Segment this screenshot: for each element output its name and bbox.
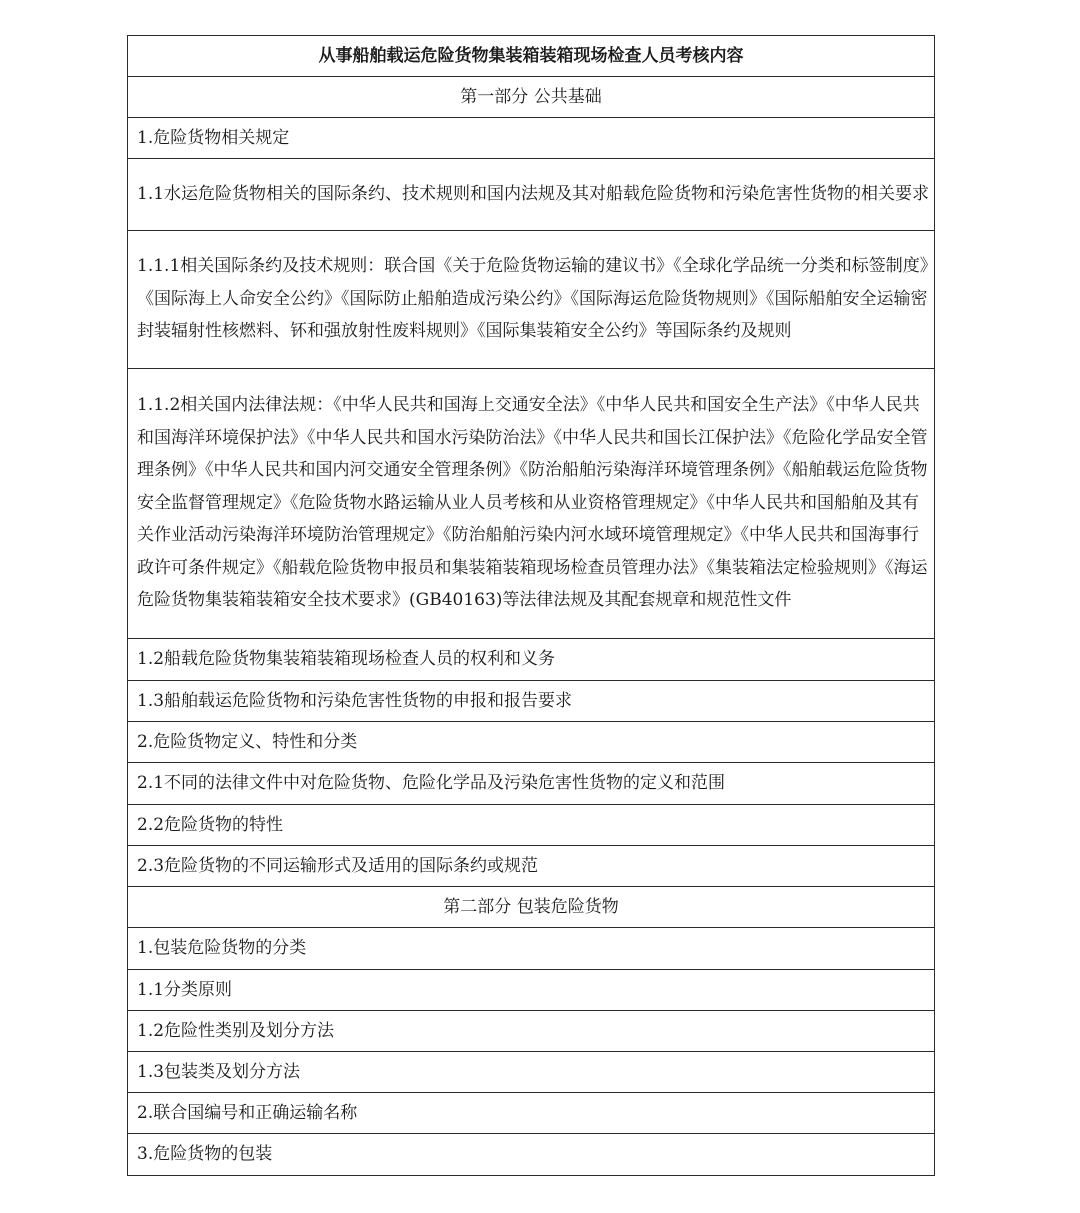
assessment-content-table xyxy=(127,35,935,1176)
table-row xyxy=(128,681,935,722)
table-row xyxy=(128,722,935,763)
content-item: 1.3船舶载运危险货物和污染危害性货物的申报和报告要求 xyxy=(128,681,935,722)
section-heading: 第一部分 公共基础 xyxy=(128,77,935,118)
document-title: 从事船舶载运危险货物集装箱装箱现场检查人员考核内容 xyxy=(128,36,935,77)
table-row xyxy=(128,805,935,846)
table-row xyxy=(128,763,935,805)
content-item: 2.3危险货物的不同运输形式及适用的国际条约或规范 xyxy=(128,846,935,887)
table-row xyxy=(128,231,935,369)
content-item: 1.1.1相关国际条约及技术规则：联合国《关于危险货物运输的建议书》《全球化学品统一分类和标签制度》《国际海上人命安全公约》《国际防止船舶造成污染公约》《国际海运危险货物规则》《国际船舶安全运输密封装辐射性核燃料、钚和强放射性废料规则》《国际集装箱安全公约》等国际条约及规则 xyxy=(128,231,935,369)
content-item: 1.1水运危险货物相关的国际条约、技术规则和国内法规及其对船载危险货物和污染危害性货物的相关要求 xyxy=(128,159,935,231)
content-item: 1.3包装类及划分方法 xyxy=(128,1052,935,1093)
section-row xyxy=(128,77,935,118)
table-row xyxy=(128,639,935,681)
content-item: 1.1分类原则 xyxy=(128,970,935,1011)
table-row xyxy=(128,1011,935,1052)
content-item: 2.危险货物定义、特性和分类 xyxy=(128,722,935,763)
content-item: 2.联合国编号和正确运输名称 xyxy=(128,1093,935,1134)
table-row xyxy=(128,970,935,1011)
table-row xyxy=(128,1093,935,1134)
table-row xyxy=(128,1134,935,1176)
table-row xyxy=(128,1052,935,1093)
title-row xyxy=(128,36,935,77)
section-heading: 第二部分 包装危险货物 xyxy=(128,887,935,928)
content-item: 1.包装危险货物的分类 xyxy=(128,928,935,970)
table-row xyxy=(128,369,935,639)
content-item: 1.1.2相关国内法律法规：《中华人民共和国海上交通安全法》《中华人民共和国安全生产法》《中华人民共和国海洋环境保护法》《中华人民共和国水污染防治法》《中华人民共和国长江保护法》《危险化学品安全管理条例》《中华人民共和国内河交通安全管理条例》《防治船舶污染海洋环境管理条例》《船舶载运危险货物安全监督管理规定》《危险货物水路运输从业人员考核和从业资格管理规定》《中华人民共和国船舶及其有关作业活动污染海洋环境防治管理规定》《防治船舶污染内河水域环境管理规定》《中华人民共和国海事行政许可条件规定》《船载危险货物申报员和集装箱装箱现场检查员管理办法》《集装箱法定检验规则》《海运危险货物集装箱装箱安全技术要求》(GB40163)等法律法规及其配套规章和规范性文件 xyxy=(128,369,935,639)
table-row xyxy=(128,846,935,887)
content-item: 1.2船载危险货物集装箱装箱现场检查人员的权利和义务 xyxy=(128,639,935,681)
content-item: 2.2危险货物的特性 xyxy=(128,805,935,846)
table-row xyxy=(128,159,935,231)
content-item: 1.2危险性类别及划分方法 xyxy=(128,1011,935,1052)
content-item: 3.危险货物的包装 xyxy=(128,1134,935,1176)
table-row xyxy=(128,928,935,970)
section-row xyxy=(128,887,935,928)
content-item: 1.危险货物相关规定 xyxy=(128,118,935,159)
table-row xyxy=(128,118,935,159)
content-item: 2.1不同的法律文件中对危险货物、危险化学品及污染危害性货物的定义和范围 xyxy=(128,763,935,805)
